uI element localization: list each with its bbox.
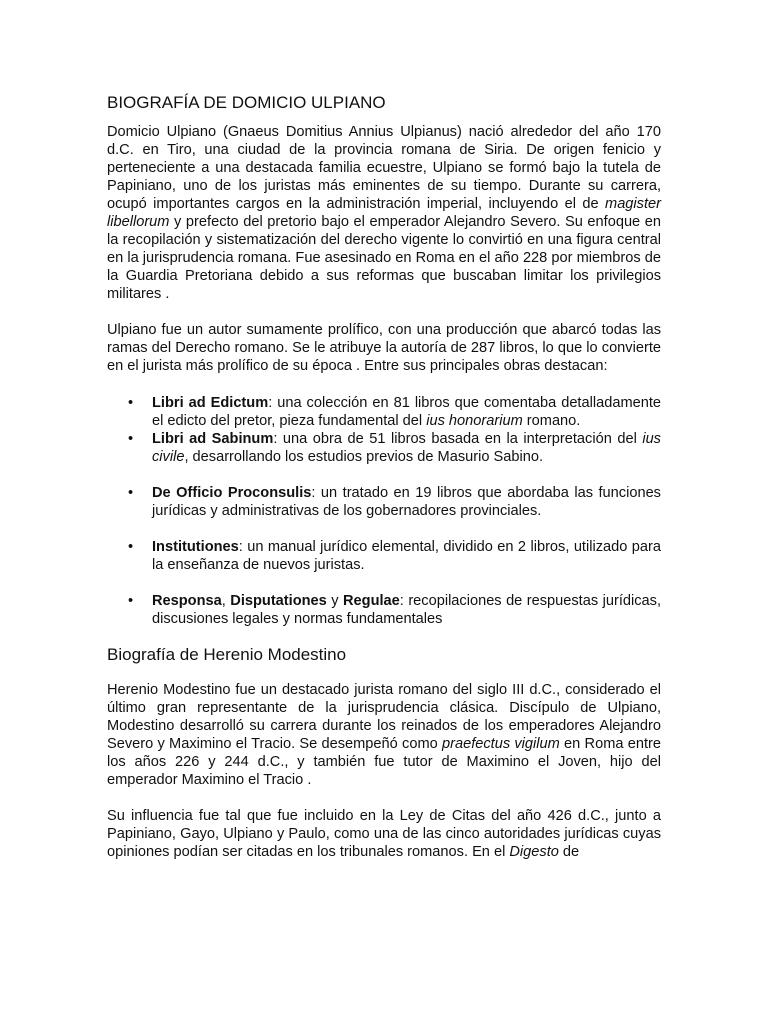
bullet-icon: • xyxy=(128,593,134,609)
paragraph-ulpiano-bio xyxy=(107,123,661,303)
work-title: Responsa xyxy=(152,593,222,609)
italic-term: Digesto xyxy=(509,844,559,860)
work-description: romano. xyxy=(522,413,581,429)
paragraph-text: Herenio Modestino fue un destacado jurista romano del siglo III d.C., considerado el último gran representante de la jurisprudencia clásica. Discípulo de Ulpiano, Modestino desarrolló su carrera durante los reinados de los emperadores Alejandro Severo y Maximino el Tracio. Se desempeñó como xyxy=(107,682,661,752)
works-list xyxy=(107,394,661,628)
work-title: Libri ad Edictum xyxy=(152,395,269,411)
heading-modestino: Biografía de Herenio Modestino xyxy=(107,645,347,664)
work-description: : una obra de 51 libros basada en la interpretación del xyxy=(273,431,643,447)
heading-ulpiano: BIOGRAFÍA DE DOMICIO ULPIANO xyxy=(107,93,386,112)
work-title: Libri ad Sabinum xyxy=(152,431,274,447)
list-item xyxy=(107,538,661,574)
bullet-icon: • xyxy=(128,539,134,555)
work-title: De Officio Proconsulis xyxy=(152,485,312,501)
paragraph-text: Su influencia fue tal que fue incluido en la Ley de Citas del año 426 d.C., junto a Papiniano, Gayo, Ulpiano y Paulo, como una de las cinco autoridades jurídicas cuyas opiniones podían ser citadas en los tribunales romanos. En el xyxy=(107,808,661,860)
work-title: Regulae xyxy=(343,593,400,609)
separator-text: , xyxy=(221,593,231,609)
bullet-icon: • xyxy=(128,395,134,411)
paragraph-ulpiano-works: Ulpiano fue un autor sumamente prolífico, con una producción que abarcó todas las ramas del Derecho romano. Se le atribuye la autoría de 287 libros, lo que lo convierte en el jurista más prolífico de su época . Entre sus principales obras destacan: xyxy=(107,322,661,374)
separator-text: y xyxy=(326,593,344,609)
work-title: Disputationes xyxy=(230,593,327,609)
work-description: : recopilaciones de respuestas jurídicas, discusiones legales y normas fundamentales xyxy=(152,593,662,627)
list-item xyxy=(107,430,661,466)
work-description: , desarrollando los estudios previos de Masurio Sabino. xyxy=(184,449,543,465)
document-page xyxy=(107,93,661,861)
paragraph-modestino-bio xyxy=(107,681,661,789)
list-item xyxy=(107,592,661,628)
work-description: : una colección en 81 libros que comentaba detalladamente el edicto del pretor, pieza fundamental del xyxy=(152,395,661,429)
list-item xyxy=(107,484,661,520)
paragraph-text: Domicio Ulpiano (Gnaeus Domitius Annius Ulpianus) nació alrededor del año 170 d.C. en Tiro, una ciudad de la provincia romana de Siria. De origen fenicio y perteneciente a una destacada familia ecuestre, Ulpiano se formó bajo la tutela de Papiniano, uno de los juristas más eminentes de su tiempo. Durante su carrera, ocupó importantes cargos en la administración imperial, incluyendo el de xyxy=(107,124,661,212)
bullet-icon: • xyxy=(128,431,134,447)
paragraph-text: en Roma entre los años 226 y 244 d.C., y también fue tutor de Maximino el Joven, hijo del emperador Maximino el Tracio . xyxy=(107,736,661,788)
italic-term: ius civile xyxy=(152,431,661,465)
italic-term: ius honorarium xyxy=(426,413,523,429)
italic-term: magister libellorum xyxy=(107,196,661,230)
paragraph-text: y prefecto del pretorio bajo el emperador Alejandro Severo. Su enfoque en la recopilación y sistematización del derecho vigente lo convirtió en una figura central en la jurisprudencia romana. Fue asesinado en Roma en el año 228 por miembros de la Guardia Pretoriana debido a sus reformas que buscaban limitar los privilegios militares . xyxy=(107,214,661,302)
paragraph-text: de xyxy=(558,844,580,860)
paragraph-modestino-influence xyxy=(107,807,661,861)
bullet-icon: • xyxy=(128,485,134,501)
work-description: : un manual jurídico elemental, dividido en 2 libros, utilizado para la enseñanza de nuevos juristas. xyxy=(152,539,661,573)
italic-term: praefectus vigilum xyxy=(441,736,560,752)
list-item xyxy=(107,394,661,430)
work-description: : un tratado en 19 libros que abordaba las funciones jurídicas y administrativas de los gobernadores provinciales. xyxy=(152,485,661,519)
work-title: Institutiones xyxy=(152,539,239,555)
